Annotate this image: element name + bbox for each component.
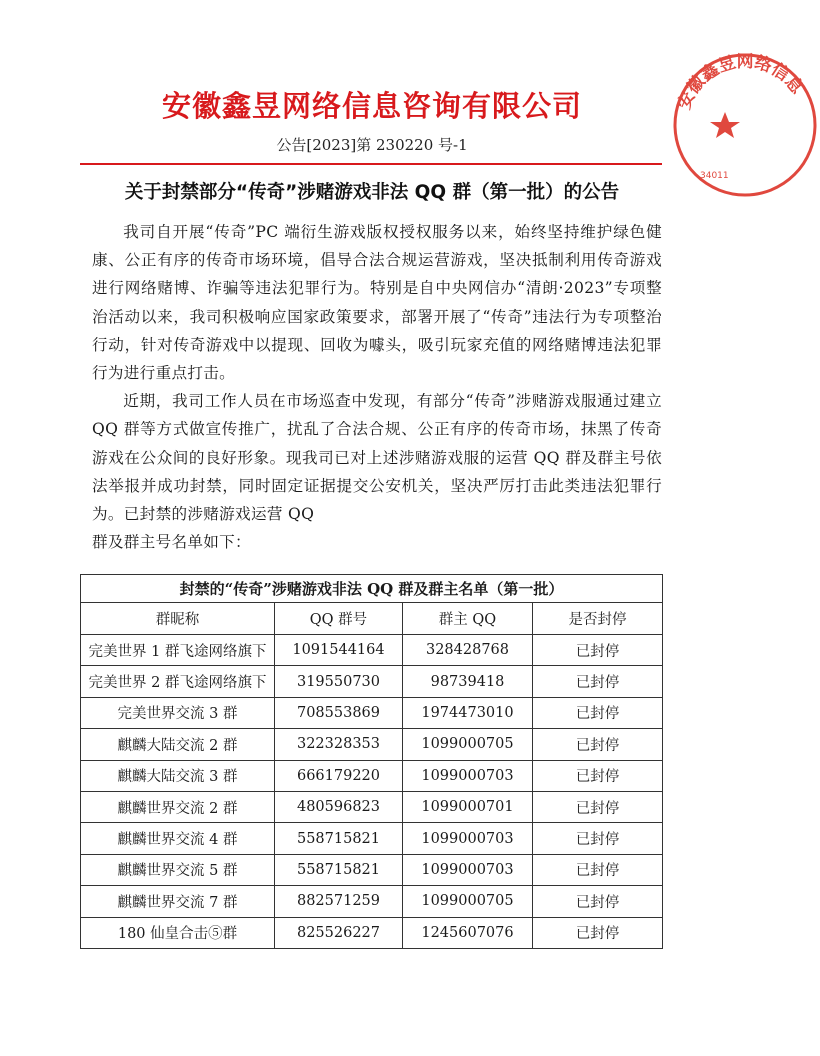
cell-nickname: 麒麟世界交流 7 群 xyxy=(81,886,275,917)
column-header-nickname: 群昵称 xyxy=(81,603,275,635)
cell-status: 已封停 xyxy=(533,635,663,666)
paragraph-2: 近期，我司工作人员在市场巡查中发现，有部分“传奇”涉赌游戏服通过建立 QQ 群等方式做宣传推广，扰乱了合法合规、公正有序的传奇市场，抹黑了传奇游戏在公众间的良好形象。现我司已对上述涉赌游戏服的运营 QQ 群及群主号依法举报并成功封禁，同时固定证据提交公安机关，坚决严厉打击此类违法犯罪行为。已封禁的涉赌游戏运营 QQ xyxy=(92,392,662,524)
cell-status: 已封停 xyxy=(533,791,663,822)
cell-owner-qq: 1099000701 xyxy=(403,791,533,822)
cell-nickname: 麒麟大陆交流 2 群 xyxy=(81,729,275,760)
cell-group-number: 322328353 xyxy=(275,729,403,760)
cell-owner-qq: 1099000705 xyxy=(403,886,533,917)
column-header-status: 是否封停 xyxy=(533,603,663,635)
cell-group-number: 708553869 xyxy=(275,697,403,728)
table-row xyxy=(81,791,663,822)
red-divider xyxy=(80,163,662,165)
cell-status: 已封停 xyxy=(533,697,663,728)
cell-status: 已封停 xyxy=(533,666,663,697)
table-row xyxy=(81,666,663,697)
table-row xyxy=(81,823,663,854)
cell-nickname: 麒麟大陆交流 3 群 xyxy=(81,760,275,791)
table-header-row xyxy=(81,603,663,635)
cell-nickname: 完美世界 2 群飞途网络旗下 xyxy=(81,666,275,697)
cell-group-number: 882571259 xyxy=(275,886,403,917)
table-row xyxy=(81,729,663,760)
cell-group-number: 558715821 xyxy=(275,823,403,854)
table-row xyxy=(81,917,663,948)
cell-group-number: 319550730 xyxy=(275,666,403,697)
notice-body xyxy=(92,218,662,556)
cell-owner-qq: 1099000705 xyxy=(403,729,533,760)
cell-status: 已封停 xyxy=(533,823,663,854)
banned-groups-table xyxy=(80,574,663,949)
cell-group-number: 825526227 xyxy=(275,917,403,948)
notice-title: 关于封禁部分“传奇”涉赌游戏非法 QQ 群（第一批）的公告 xyxy=(124,182,620,203)
cell-status: 已封停 xyxy=(533,917,663,948)
cell-group-number: 666179220 xyxy=(275,760,403,791)
cell-nickname: 180 仙皇合击⑤群 xyxy=(81,917,275,948)
cell-owner-qq: 98739418 xyxy=(403,666,533,697)
cell-nickname: 麒麟世界交流 4 群 xyxy=(81,823,275,854)
company-name: 安徽鑫昱网络信息咨询有限公司 xyxy=(161,89,582,123)
cell-group-number: 480596823 xyxy=(275,791,403,822)
table-caption: 封禁的“传奇”涉赌游戏非法 QQ 群及群主名单（第一批） xyxy=(81,575,663,603)
cell-group-number: 558715821 xyxy=(275,854,403,885)
table-row xyxy=(81,854,663,885)
column-header-owner-qq: 群主 QQ xyxy=(403,603,533,635)
cell-status: 已封停 xyxy=(533,854,663,885)
table-row xyxy=(81,886,663,917)
cell-nickname: 完美世界交流 3 群 xyxy=(81,697,275,728)
table-row xyxy=(81,697,663,728)
cell-owner-qq: 1099000703 xyxy=(403,854,533,885)
cell-owner-qq: 1099000703 xyxy=(403,760,533,791)
seal-code: 34011 xyxy=(700,171,729,181)
table-row xyxy=(81,760,663,791)
cell-group-number: 1091544164 xyxy=(275,635,403,666)
cell-status: 已封停 xyxy=(533,886,663,917)
cell-owner-qq: 1099000703 xyxy=(403,823,533,854)
document-number: 公告[2023]第 230220 号-1 xyxy=(276,136,468,154)
cell-owner-qq: 1974473010 xyxy=(403,697,533,728)
cell-status: 已封停 xyxy=(533,729,663,760)
cell-nickname: 完美世界 1 群飞途网络旗下 xyxy=(81,635,275,666)
column-header-group-number: QQ 群号 xyxy=(275,603,403,635)
list-intro: 群及群主号名单如下： xyxy=(92,533,251,552)
cell-status: 已封停 xyxy=(533,760,663,791)
table-row xyxy=(81,635,663,666)
cell-nickname: 麒麟世界交流 5 群 xyxy=(81,854,275,885)
paragraph-1: 我司自开展“传奇”PC 端衍生游戏版权授权服务以来，始终坚持维护绿色健康、公正有序的传奇市场环境，倡导合法合规运营游戏，坚决抵制利用传奇游戏进行网络赌博、诈骗等违法犯罪行为。特别是自中央网信办“清朗·2023”专项整治活动以来，我司积极响应国家政策要求，部署开展了“传奇”违法行为专项整治行动，针对传奇游戏中以提现、回收为噱头，吸引玩家充值的网络赌博违法犯罪行为进行重点打击。 xyxy=(92,223,662,383)
seal-text: 安徽鑫昱网络信息 xyxy=(674,51,807,113)
cell-owner-qq: 328428768 xyxy=(403,635,533,666)
cell-owner-qq: 1245607076 xyxy=(403,917,533,948)
cell-nickname: 麒麟世界交流 2 群 xyxy=(81,791,275,822)
